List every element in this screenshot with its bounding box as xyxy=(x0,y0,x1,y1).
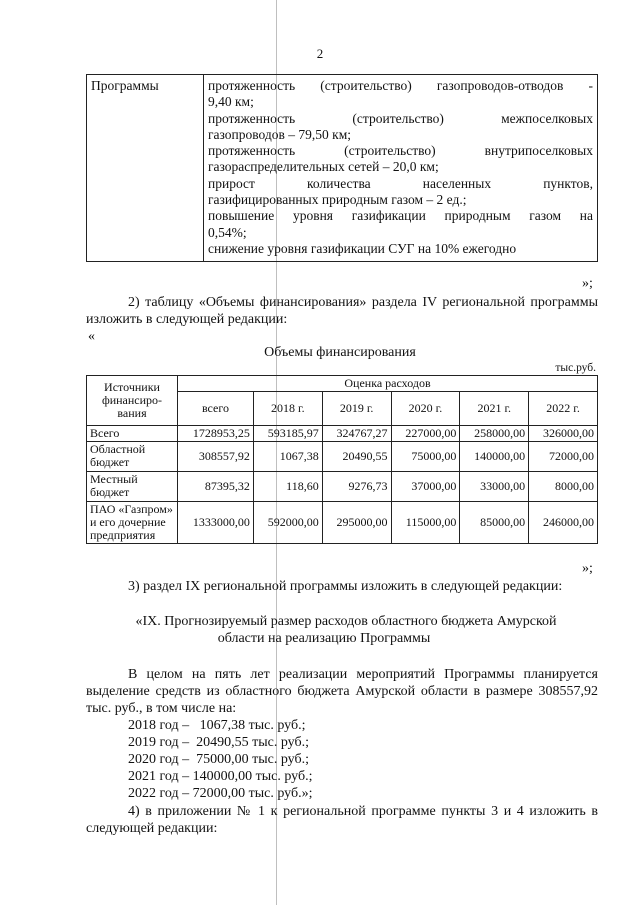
header-source: Источники финансиро-вания xyxy=(87,376,178,426)
cell-value: 326000,00 xyxy=(529,426,598,442)
paragraph-body: В целом на пять лет реализации мероприятий Программы планируется выделение средств из областного бюджета Амурской области в размере 308557,92 тыс. руб., в том числе на: xyxy=(86,667,598,716)
cell-value: 308557,92 xyxy=(178,442,254,472)
financing-title: Объемы финансирования xyxy=(264,345,416,360)
programs-line: 0,54%; xyxy=(208,224,247,240)
quote-close: »; xyxy=(582,276,593,291)
cell-value: 140000,00 xyxy=(460,442,529,472)
section-title-line1: «IX. Прогнозируемый размер расходов областного бюджета Амурской xyxy=(135,614,557,629)
cell-value: 258000,00 xyxy=(460,426,529,442)
header-estimate: Оценка расходов xyxy=(178,376,598,392)
row-source: Местный бюджет xyxy=(87,472,178,502)
programs-line: газопроводов – 79,50 км; xyxy=(208,126,351,142)
programs-line: протяженность (строительство) межпоселковых xyxy=(208,110,593,126)
programs-line: газифицированных природным газом – 2 ед.; xyxy=(208,192,467,208)
cell-value: 9276,73 xyxy=(322,472,391,502)
programs-line: прирост количества населенных пунктов, xyxy=(208,175,593,191)
col-header: 2021 г. xyxy=(460,392,529,426)
col-header: 2019 г. xyxy=(322,392,391,426)
cell-value: 72000,00 xyxy=(529,442,598,472)
paragraph-4: 4) в приложении № 1 к региональной программе пункты 3 и 4 изложить в следующей редакции: xyxy=(86,804,598,836)
cell-value: 87395,32 xyxy=(178,472,254,502)
cell-value: 118,60 xyxy=(253,472,322,502)
cell-value: 227000,00 xyxy=(391,426,460,442)
financing-table xyxy=(86,375,598,544)
table-row xyxy=(87,472,598,502)
cell-value: 37000,00 xyxy=(391,472,460,502)
programs-line: 9,40 км; xyxy=(208,94,254,110)
col-header: 2018 г. xyxy=(253,392,322,426)
cell-value: 593185,97 xyxy=(253,426,322,442)
paragraph-2: 2) таблицу «Объемы финансирования» раздела IV региональной программы изложить в следующей редакции: xyxy=(86,295,598,327)
year-line: 2021 год – 140000,00 тыс. руб.; xyxy=(128,769,313,784)
programs-line: снижение уровня газификации СУГ на 10% ежегодно xyxy=(208,240,517,256)
programs-content xyxy=(204,75,598,262)
cell-value: 1333000,00 xyxy=(178,502,254,544)
programs-label: Программы xyxy=(87,75,204,262)
programs-line: протяженность (строительство) газопроводов-отводов - xyxy=(208,78,593,93)
col-header: 2022 г. xyxy=(529,392,598,426)
section-title-line2: области на реализацию Программы xyxy=(217,631,431,646)
table-row xyxy=(87,502,598,544)
cell-value: 1067,38 xyxy=(253,442,322,472)
table-row xyxy=(87,442,598,472)
quote-close: »; xyxy=(582,561,593,576)
cell-value: 295000,00 xyxy=(322,502,391,544)
financing-unit: тыс.руб. xyxy=(555,362,596,374)
page-number: 2 xyxy=(316,46,324,61)
row-source: Всего xyxy=(87,426,178,442)
year-line: 2020 год – 75000,00 тыс. руб.; xyxy=(128,752,309,767)
paragraph-3: 3) раздел IX региональной программы изложить в следующей редакции: xyxy=(128,579,563,594)
col-header: всего xyxy=(178,392,254,426)
table-row xyxy=(87,426,598,442)
cell-value: 115000,00 xyxy=(391,502,460,544)
programs-line: газораспределительных сетей – 20,0 км; xyxy=(208,159,439,175)
year-line: 2019 год – 20490,55 тыс. руб.; xyxy=(128,735,309,750)
col-header: 2020 г. xyxy=(391,392,460,426)
row-source: ПАО «Газпром» и его дочерние предприятия xyxy=(87,502,178,544)
programs-line: протяженность (строительство) внутрипоселковых xyxy=(208,143,593,159)
cell-value: 324767,27 xyxy=(322,426,391,442)
cell-value: 246000,00 xyxy=(529,502,598,544)
cell-value: 592000,00 xyxy=(253,502,322,544)
cell-value: 85000,00 xyxy=(460,502,529,544)
cell-value: 8000,00 xyxy=(529,472,598,502)
year-line: 2018 год – 1067,38 тыс. руб.; xyxy=(128,718,306,733)
programs-line: повышение уровня газификации природным газом на xyxy=(208,208,593,224)
cell-value: 33000,00 xyxy=(460,472,529,502)
programs-table xyxy=(86,74,598,262)
cell-value: 75000,00 xyxy=(391,442,460,472)
year-line: 2022 год – 72000,00 тыс. руб.»; xyxy=(128,786,313,801)
cell-value: 20490,55 xyxy=(322,442,391,472)
cell-value: 1728953,25 xyxy=(178,426,254,442)
quote-open: « xyxy=(88,329,95,344)
row-source: Областной бюджет xyxy=(87,442,178,472)
